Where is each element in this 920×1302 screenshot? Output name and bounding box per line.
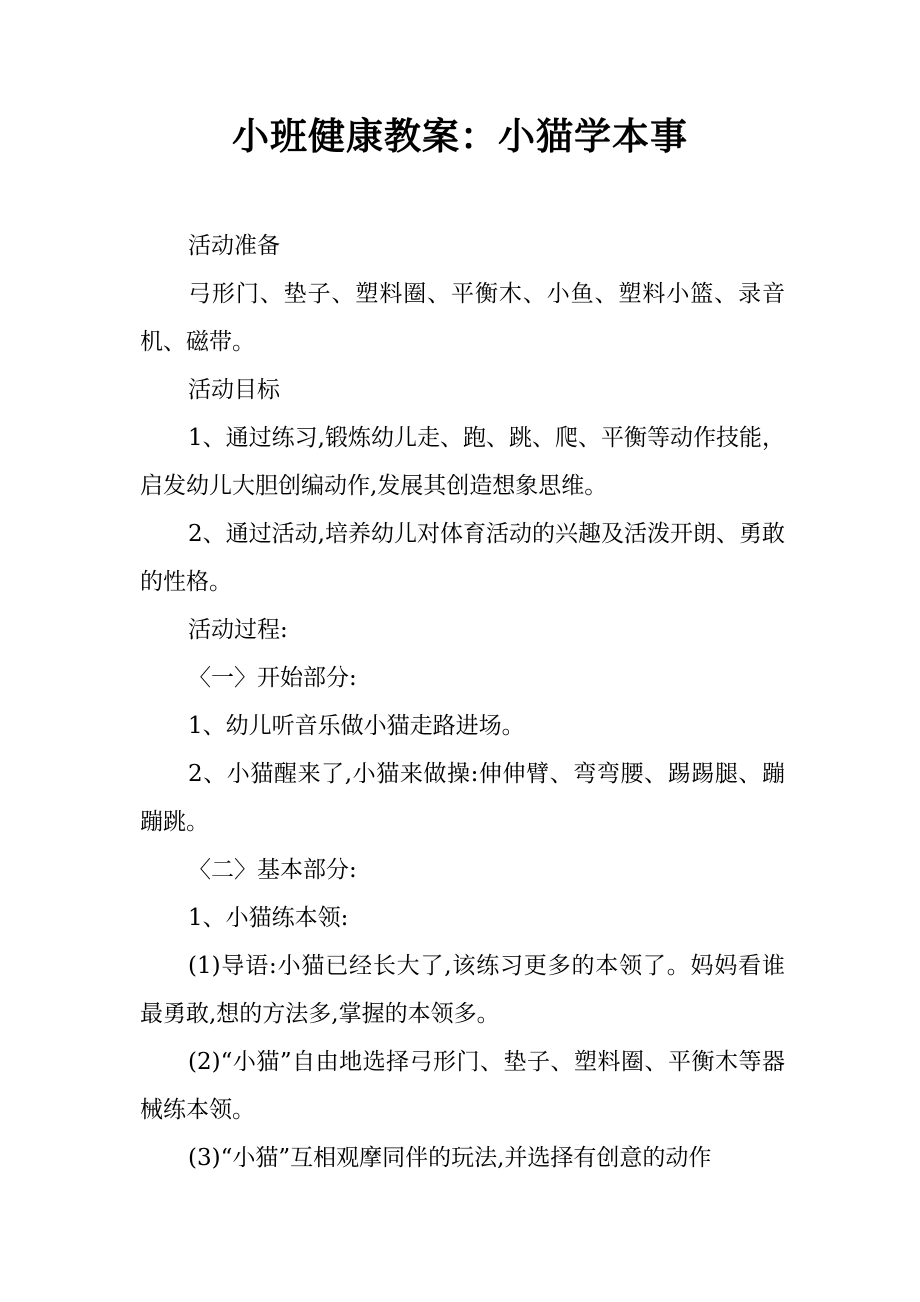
section-heading-preparation: 活动准备	[188, 233, 280, 259]
paragraph-basic-item-3: (3)“小猫”互相观摩同伴的玩法,并选择有创意的动作	[188, 1145, 712, 1171]
document-body	[140, 222, 785, 1182]
paragraph-basic-step-1: 1、小猫练本领:	[188, 905, 349, 931]
section-heading-process: 活动过程:	[188, 617, 288, 643]
section-heading-goals: 活动目标	[188, 377, 280, 403]
document-title: 小班健康教案：小猫学本事	[232, 114, 688, 158]
subheading-basic: 〈二〉基本部分:	[188, 857, 357, 883]
paragraph-opening-step-2: 2、小猫醒来了,小猫来做操:伸伸臂、弯弯腰、踢踢腿、蹦蹦跳。	[140, 761, 785, 835]
paragraph-basic-item-1: (1)导语:小猫已经长大了,该练习更多的本领了。妈妈看谁最勇敢,想的方法多,掌握的本领多。	[140, 953, 785, 1027]
paragraph-materials: 弓形门、垫子、塑料圈、平衡木、小鱼、塑料小篮、录音机、磁带。	[140, 281, 785, 355]
paragraph-goal-2: 2、通过活动,培养幼儿对体育活动的兴趣及活泼开朗、勇敢的性格。	[140, 521, 785, 595]
paragraph-opening-step-1: 1、幼儿听音乐做小猫走路进场。	[188, 713, 525, 739]
subheading-opening: 〈一〉开始部分:	[188, 665, 357, 691]
paragraph-basic-item-2: (2)“小猫”自由地选择弓形门、垫子、塑料圈、平衡木等器械练本领。	[140, 1049, 785, 1123]
paragraph-goal-1: 1、通过练习,锻炼幼儿走、跑、跳、爬、平衡等动作技能，启发幼儿大胆创编动作,发展其创造想象思维。	[140, 425, 785, 499]
